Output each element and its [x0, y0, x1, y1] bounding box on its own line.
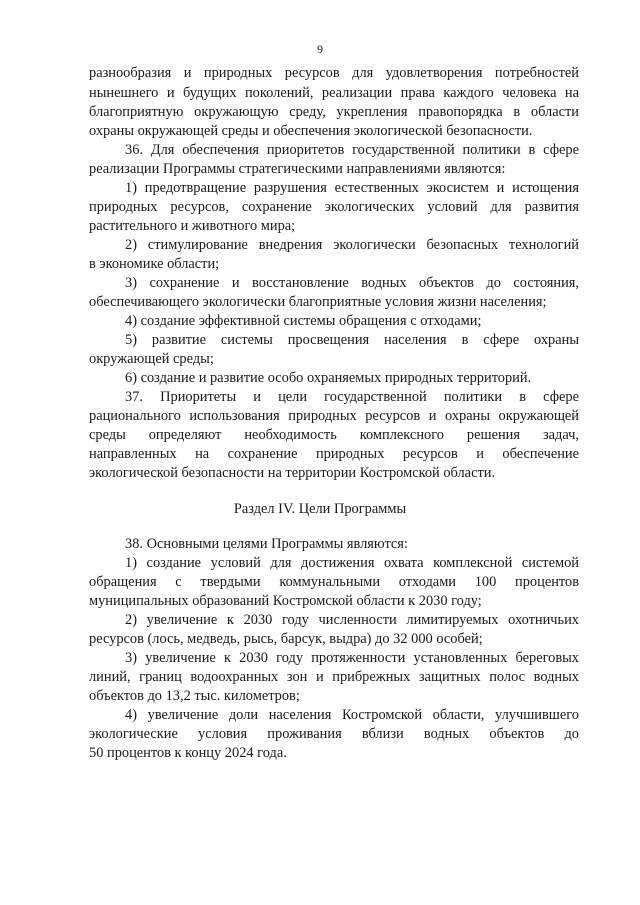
list-item-start: 4) увеличение доли населения Костромской области, улучшившего	[125, 707, 579, 723]
text-line: окружающей среды;	[89, 351, 214, 367]
text-line: разнообразия и природных ресурсов для удовлетворения потребностей	[89, 65, 579, 81]
text-line: обращения с твердыми коммунальными отходами 100 процентов	[89, 574, 579, 590]
text-line: рационального использования природных ресурсов и охраны окружающей	[89, 408, 579, 424]
list-item-start: 2) увеличение к 2030 году численности лимитируемых охотничьих	[125, 612, 579, 628]
text-line: 50 процентов к концу 2024 года.	[89, 745, 287, 761]
list-item-start: 5) развитие системы просвещения населения в сфере охраны	[125, 332, 579, 348]
text-line: благоприятную окружающую среду, укрепления правопорядка в области	[89, 104, 579, 120]
text-line: ресурсов (лось, медведь, рысь, барсук, выдра) до 32 000 особей;	[89, 631, 483, 647]
text-line: экологические условия проживания вблизи водных объектов до	[89, 726, 579, 742]
list-item-start: 1) предотвращение разрушения естественных экосистем и истощения	[125, 180, 579, 196]
paragraph-38-start: 38. Основными целями Программы являются:	[125, 536, 408, 552]
text-line: реализации Программы стратегическими направлениями являются:	[89, 161, 506, 177]
paragraph-36-start: 36. Для обеспечения приоритетов государственной политики в сфере	[125, 142, 579, 158]
section-heading: Раздел IV. Цели Программы	[233, 501, 407, 517]
text-line: обеспечивающего экологически благоприятные условия жизни населения;	[89, 294, 547, 310]
text-line: направленных на сохранение природных ресурсов и обеспечение	[89, 446, 579, 462]
paragraph-37-start: 37. Приоритеты и цели государственной политики в сфере	[125, 389, 579, 405]
text-line: растительного и животного мира;	[89, 218, 296, 234]
text-line: среды определяют необходимость комплексного решения задач,	[89, 427, 579, 443]
text-line: нынешнего и будущих поколений, реализации права каждого человека на	[89, 85, 579, 101]
list-item-start: 2) стимулирование внедрения экологически безопасных технологий	[125, 237, 579, 253]
text-line: природных ресурсов, сохранение экологических условий для развития	[89, 199, 579, 215]
text-line: экологической безопасности на территории Костромской области.	[89, 465, 496, 481]
list-item-start: 3) увеличение к 2030 году протяженности установленных береговых	[125, 650, 579, 666]
text-line: объектов до 13,2 тыс. километров;	[89, 688, 300, 704]
list-item-start: 3) сохранение и восстановление водных объектов до состояния,	[125, 275, 579, 291]
text-line: охраны окружающей среды и обеспечения экологической безопасности.	[89, 123, 533, 139]
page-number: 9	[317, 42, 323, 56]
list-item-start: 1) создание условий для достижения охвата комплексной системой	[125, 555, 579, 571]
list-item: 6) создание и развитие особо охраняемых природных территорий.	[125, 370, 532, 386]
text-line: линий, границ водоохранных зон и прибрежных защитных полос водных	[89, 669, 579, 685]
text-line: в экономике области;	[89, 256, 220, 272]
text-line: муниципальных образований Костромской области к 2030 году;	[89, 593, 482, 609]
list-item: 4) создание эффективной системы обращения с отходами;	[125, 313, 482, 329]
